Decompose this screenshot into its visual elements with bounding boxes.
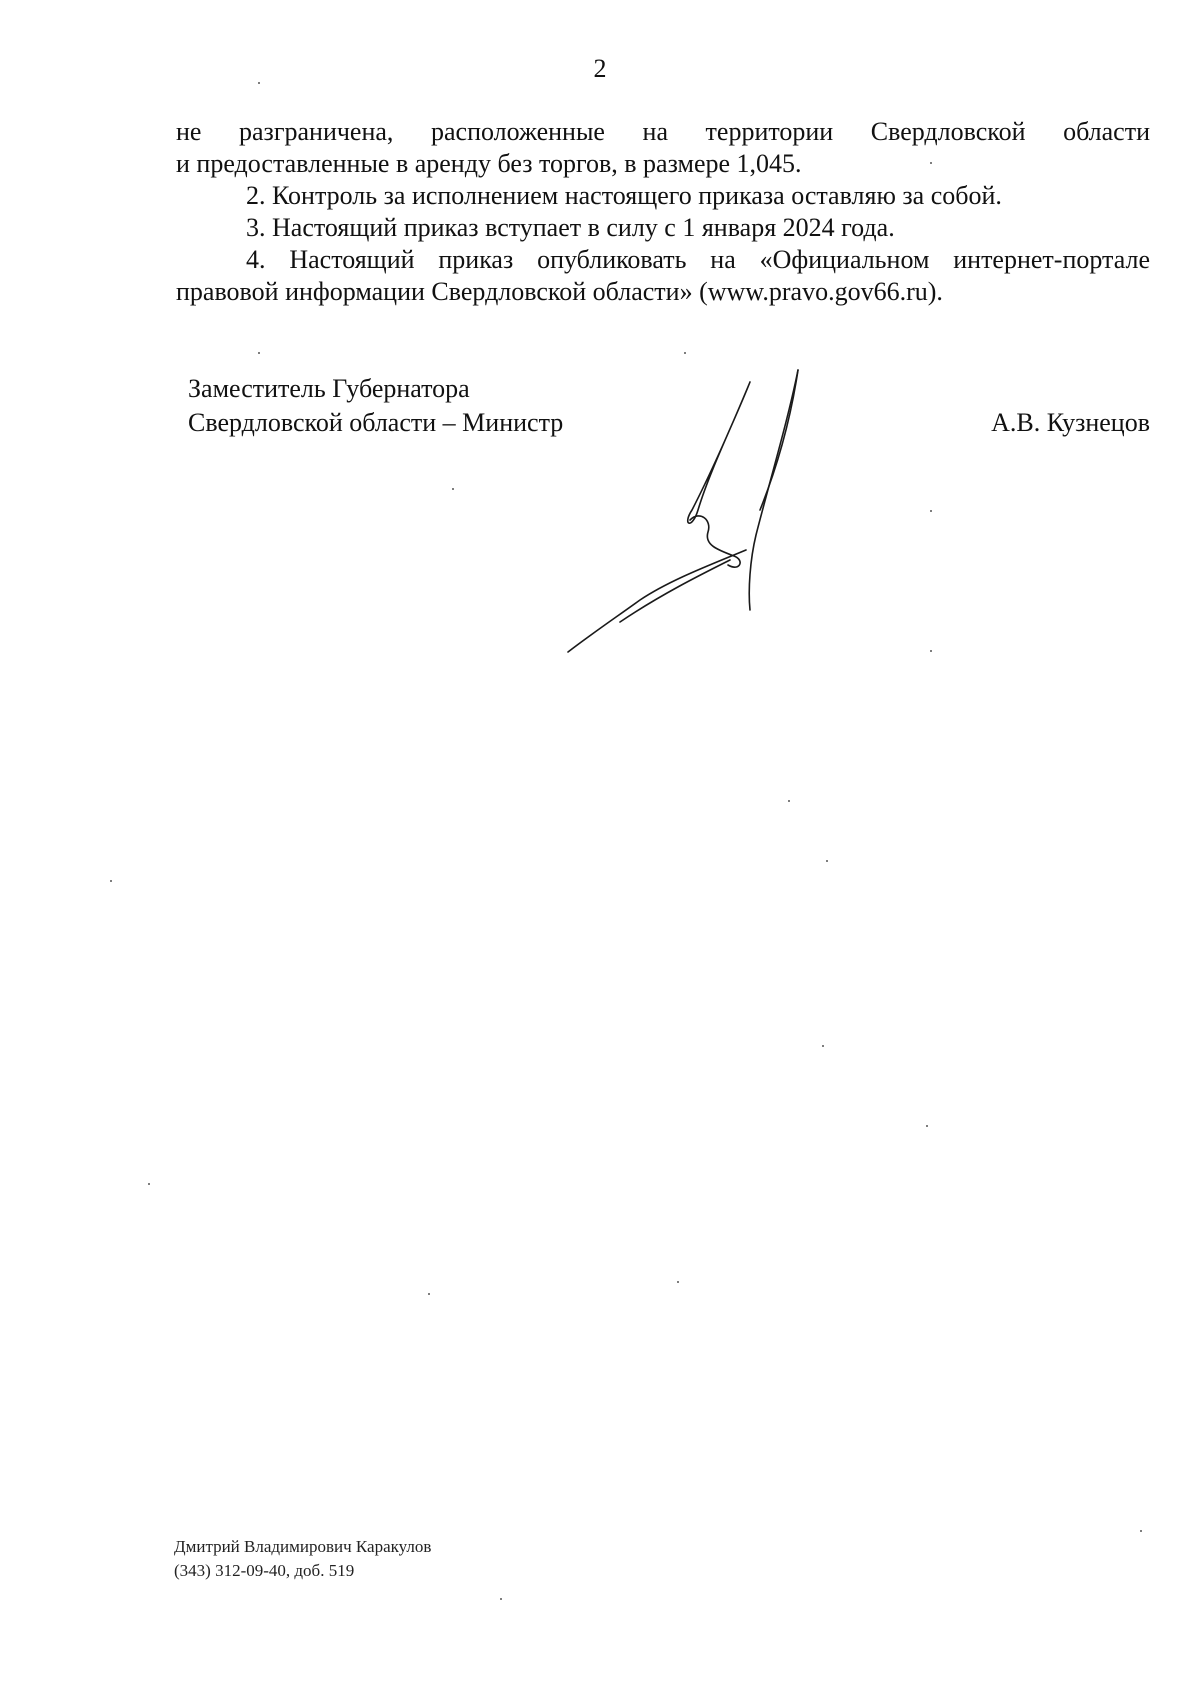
scan-speck	[1140, 1530, 1142, 1532]
scan-speck	[822, 1045, 824, 1047]
scan-speck	[930, 162, 932, 164]
scan-speck	[930, 650, 932, 652]
scan-speck	[930, 510, 932, 512]
scan-speck	[148, 1183, 150, 1185]
paragraph-4-line-1: 4. Настоящий приказ опубликовать на «Официальном интернет-портале	[246, 245, 1150, 274]
handwritten-signature-icon	[560, 360, 830, 660]
scan-speck	[684, 352, 686, 354]
scan-speck	[452, 488, 454, 490]
scan-speck	[258, 352, 260, 354]
scan-speck	[110, 880, 112, 882]
paragraph-1	[176, 116, 1150, 180]
paragraph-2: 2. Контроль за исполнением настоящего приказа оставляю за собой.	[246, 181, 1002, 210]
paragraph-4-line-2: правовой информации Свердловской области» (www.pravo.gov66.ru).	[176, 277, 943, 306]
executor-name: Дмитрий Владимирович Каракулов	[174, 1537, 432, 1556]
executor-info	[174, 1535, 431, 1583]
scan-speck	[428, 1293, 430, 1295]
signatory-position	[188, 372, 563, 440]
scan-speck	[500, 1598, 502, 1600]
signatory-position-line-1: Заместитель Губернатора	[188, 374, 470, 403]
scan-speck	[926, 1125, 928, 1127]
signatory-position-line-2: Свердловской области – Министр	[188, 408, 564, 437]
scan-speck	[258, 82, 260, 84]
paragraph-1-line-1: не разграничена, расположенные на территории Свердловской области	[176, 117, 1150, 146]
scan-speck	[677, 1281, 679, 1283]
page-number: 2	[593, 54, 607, 83]
signatory-name: А.В. Кузнецов	[991, 408, 1150, 437]
paragraph-1-line-2: и предоставленные в аренду без торгов, в размере 1,045.	[176, 149, 802, 178]
order-body	[176, 116, 1150, 308]
paragraph-4	[176, 244, 1150, 308]
paragraph-3: 3. Настоящий приказ вступает в силу с 1 января 2024 года.	[246, 213, 895, 242]
scan-speck	[826, 860, 828, 862]
scan-speck	[788, 800, 790, 802]
executor-phone: (343) 312-09-40, доб. 519	[174, 1561, 355, 1580]
